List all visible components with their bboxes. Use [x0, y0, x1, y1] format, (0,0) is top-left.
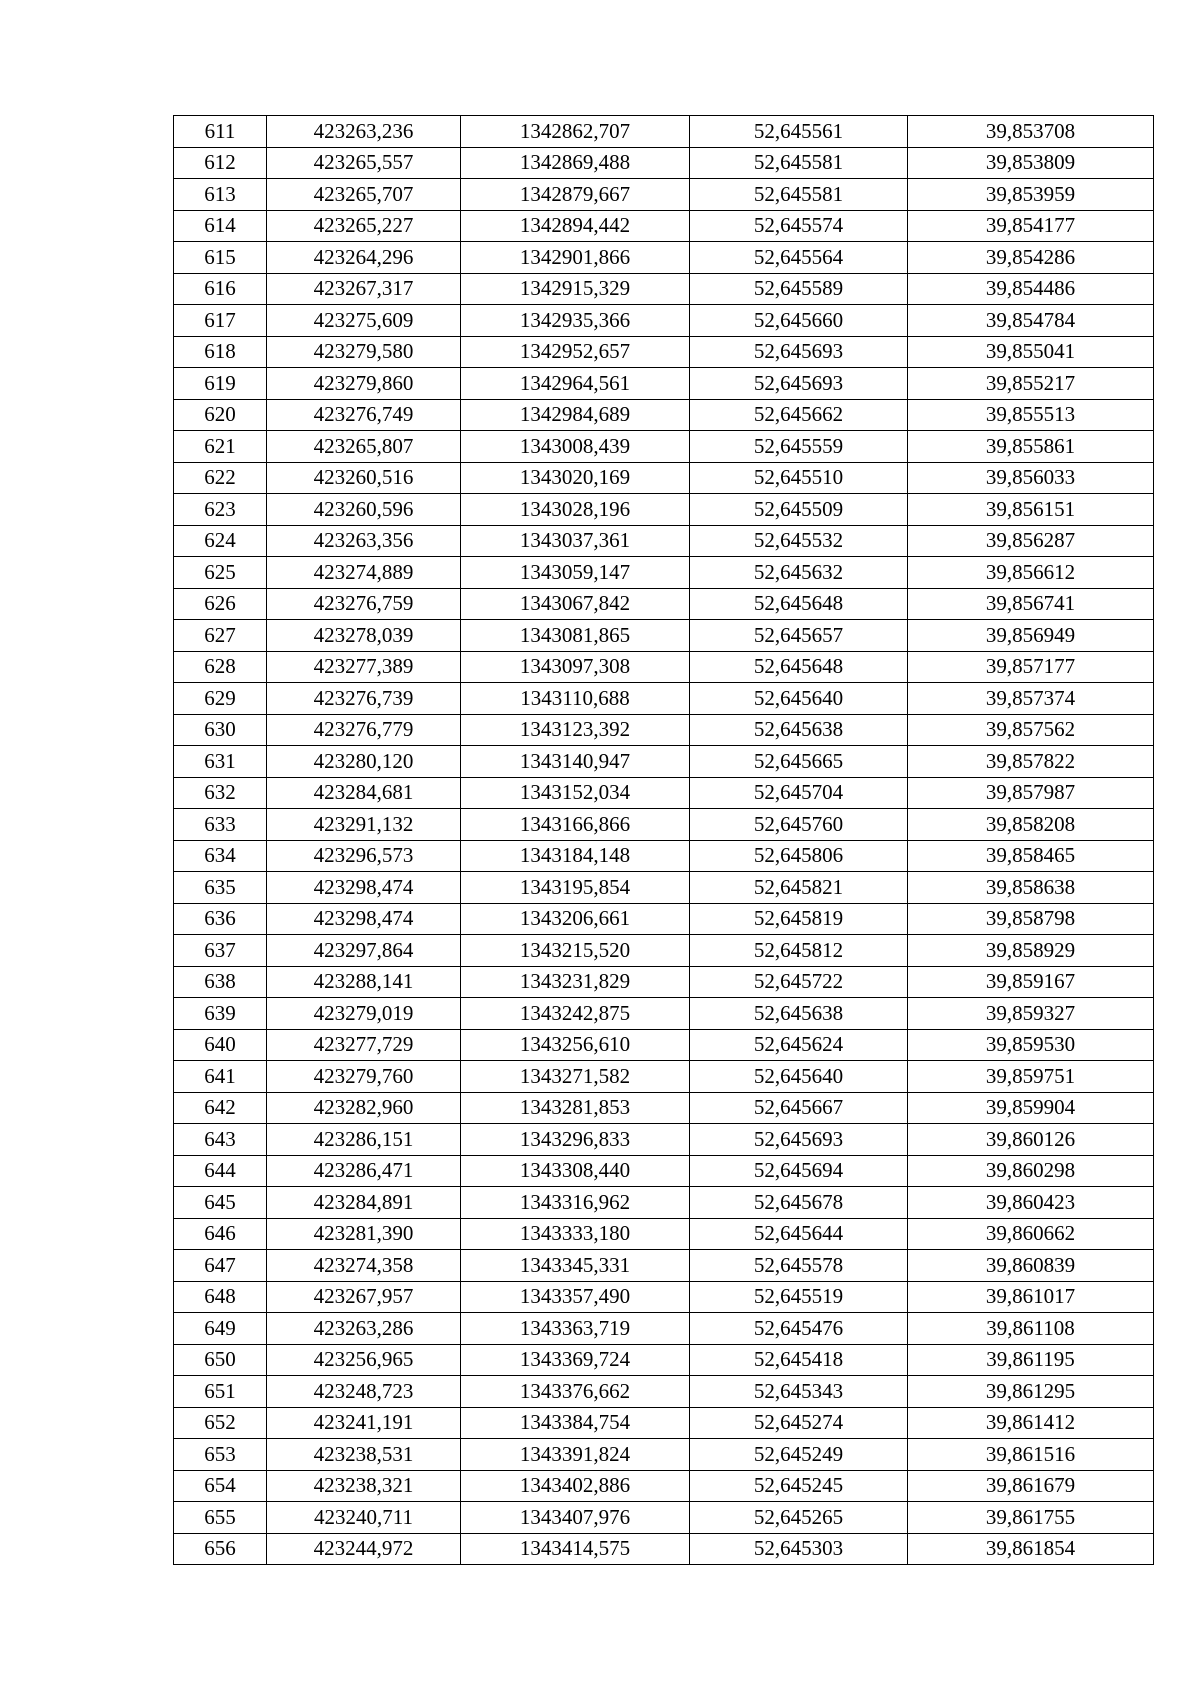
point-number-cell: 636: [174, 903, 267, 935]
latitude-cell: 52,645265: [690, 1502, 908, 1534]
table-row: [174, 557, 1154, 589]
x-coordinate-cell: 423279,019: [267, 998, 461, 1030]
table-row: [174, 210, 1154, 242]
latitude-cell: 52,645657: [690, 620, 908, 652]
latitude-cell: 52,645561: [690, 116, 908, 148]
x-coordinate-cell: 423276,779: [267, 714, 461, 746]
x-coordinate-cell: 423277,729: [267, 1029, 461, 1061]
y-coordinate-cell: 1343345,331: [461, 1250, 690, 1282]
y-coordinate-cell: 1342915,329: [461, 273, 690, 305]
table-row: [174, 746, 1154, 778]
y-coordinate-cell: 1343384,754: [461, 1407, 690, 1439]
x-coordinate-cell: 423298,474: [267, 872, 461, 904]
table-row: [174, 116, 1154, 148]
y-coordinate-cell: 1343357,490: [461, 1281, 690, 1313]
latitude-cell: 52,645693: [690, 1124, 908, 1156]
longitude-cell: 39,861516: [908, 1439, 1154, 1471]
table-row: [174, 1124, 1154, 1156]
point-number-cell: 645: [174, 1187, 267, 1219]
longitude-cell: 39,856151: [908, 494, 1154, 526]
longitude-cell: 39,856612: [908, 557, 1154, 589]
latitude-cell: 52,645704: [690, 777, 908, 809]
table-row: [174, 242, 1154, 274]
table-row: [174, 1061, 1154, 1093]
longitude-cell: 39,859904: [908, 1092, 1154, 1124]
table-row: [174, 1344, 1154, 1376]
x-coordinate-cell: 423265,557: [267, 147, 461, 179]
table-row: [174, 872, 1154, 904]
point-number-cell: 648: [174, 1281, 267, 1313]
point-number-cell: 620: [174, 399, 267, 431]
point-number-cell: 656: [174, 1533, 267, 1565]
coordinates-table: [173, 115, 1154, 1565]
table-row: [174, 1376, 1154, 1408]
x-coordinate-cell: 423276,749: [267, 399, 461, 431]
y-coordinate-cell: 1343123,392: [461, 714, 690, 746]
table-row: [174, 1029, 1154, 1061]
point-number-cell: 632: [174, 777, 267, 809]
y-coordinate-cell: 1343152,034: [461, 777, 690, 809]
point-number-cell: 624: [174, 525, 267, 557]
y-coordinate-cell: 1343008,439: [461, 431, 690, 463]
longitude-cell: 39,853708: [908, 116, 1154, 148]
point-number-cell: 630: [174, 714, 267, 746]
latitude-cell: 52,645476: [690, 1313, 908, 1345]
table-row: [174, 777, 1154, 809]
table-row: [174, 1439, 1154, 1471]
table-row: [174, 147, 1154, 179]
point-number-cell: 652: [174, 1407, 267, 1439]
x-coordinate-cell: 423276,759: [267, 588, 461, 620]
longitude-cell: 39,861679: [908, 1470, 1154, 1502]
x-coordinate-cell: 423267,317: [267, 273, 461, 305]
longitude-cell: 39,860298: [908, 1155, 1154, 1187]
point-number-cell: 612: [174, 147, 267, 179]
longitude-cell: 39,859530: [908, 1029, 1154, 1061]
point-number-cell: 633: [174, 809, 267, 841]
x-coordinate-cell: 423238,531: [267, 1439, 461, 1471]
latitude-cell: 52,645693: [690, 368, 908, 400]
longitude-cell: 39,854286: [908, 242, 1154, 274]
latitude-cell: 52,645819: [690, 903, 908, 935]
y-coordinate-cell: 1343081,865: [461, 620, 690, 652]
x-coordinate-cell: 423241,191: [267, 1407, 461, 1439]
longitude-cell: 39,861412: [908, 1407, 1154, 1439]
table-row: [174, 1502, 1154, 1534]
table-row: [174, 1187, 1154, 1219]
point-number-cell: 615: [174, 242, 267, 274]
y-coordinate-cell: 1343256,610: [461, 1029, 690, 1061]
x-coordinate-cell: 423282,960: [267, 1092, 461, 1124]
y-coordinate-cell: 1342879,667: [461, 179, 690, 211]
longitude-cell: 39,861017: [908, 1281, 1154, 1313]
x-coordinate-cell: 423274,889: [267, 557, 461, 589]
longitude-cell: 39,855041: [908, 336, 1154, 368]
longitude-cell: 39,853809: [908, 147, 1154, 179]
latitude-cell: 52,645640: [690, 683, 908, 715]
latitude-cell: 52,645578: [690, 1250, 908, 1282]
point-number-cell: 616: [174, 273, 267, 305]
table-row: [174, 494, 1154, 526]
latitude-cell: 52,645640: [690, 1061, 908, 1093]
longitude-cell: 39,860126: [908, 1124, 1154, 1156]
x-coordinate-cell: 423244,972: [267, 1533, 461, 1565]
x-coordinate-cell: 423240,711: [267, 1502, 461, 1534]
longitude-cell: 39,857822: [908, 746, 1154, 778]
latitude-cell: 52,645638: [690, 714, 908, 746]
point-number-cell: 614: [174, 210, 267, 242]
table-row: [174, 179, 1154, 211]
latitude-cell: 52,645245: [690, 1470, 908, 1502]
y-coordinate-cell: 1343308,440: [461, 1155, 690, 1187]
table-row: [174, 462, 1154, 494]
point-number-cell: 634: [174, 840, 267, 872]
latitude-cell: 52,645589: [690, 273, 908, 305]
x-coordinate-cell: 423296,573: [267, 840, 461, 872]
coordinates-table-body: [174, 116, 1154, 1565]
latitude-cell: 52,645648: [690, 651, 908, 683]
latitude-cell: 52,645760: [690, 809, 908, 841]
table-row: [174, 651, 1154, 683]
table-row: [174, 588, 1154, 620]
point-number-cell: 655: [174, 1502, 267, 1534]
y-coordinate-cell: 1343020,169: [461, 462, 690, 494]
latitude-cell: 52,645667: [690, 1092, 908, 1124]
point-number-cell: 631: [174, 746, 267, 778]
y-coordinate-cell: 1342964,561: [461, 368, 690, 400]
y-coordinate-cell: 1343414,575: [461, 1533, 690, 1565]
table-row: [174, 714, 1154, 746]
longitude-cell: 39,856033: [908, 462, 1154, 494]
latitude-cell: 52,645624: [690, 1029, 908, 1061]
y-coordinate-cell: 1343369,724: [461, 1344, 690, 1376]
latitude-cell: 52,645678: [690, 1187, 908, 1219]
latitude-cell: 52,645662: [690, 399, 908, 431]
longitude-cell: 39,858465: [908, 840, 1154, 872]
latitude-cell: 52,645509: [690, 494, 908, 526]
table-row: [174, 809, 1154, 841]
latitude-cell: 52,645644: [690, 1218, 908, 1250]
y-coordinate-cell: 1343206,661: [461, 903, 690, 935]
x-coordinate-cell: 423284,891: [267, 1187, 461, 1219]
longitude-cell: 39,855217: [908, 368, 1154, 400]
point-number-cell: 639: [174, 998, 267, 1030]
latitude-cell: 52,645343: [690, 1376, 908, 1408]
table-row: [174, 1470, 1154, 1502]
point-number-cell: 644: [174, 1155, 267, 1187]
y-coordinate-cell: 1343363,719: [461, 1313, 690, 1345]
x-coordinate-cell: 423274,358: [267, 1250, 461, 1282]
latitude-cell: 52,645638: [690, 998, 908, 1030]
y-coordinate-cell: 1343215,520: [461, 935, 690, 967]
x-coordinate-cell: 423256,965: [267, 1344, 461, 1376]
latitude-cell: 52,645632: [690, 557, 908, 589]
table-row: [174, 305, 1154, 337]
x-coordinate-cell: 423286,151: [267, 1124, 461, 1156]
latitude-cell: 52,645648: [690, 588, 908, 620]
y-coordinate-cell: 1343391,824: [461, 1439, 690, 1471]
latitude-cell: 52,645806: [690, 840, 908, 872]
longitude-cell: 39,858798: [908, 903, 1154, 935]
x-coordinate-cell: 423278,039: [267, 620, 461, 652]
point-number-cell: 628: [174, 651, 267, 683]
y-coordinate-cell: 1342952,657: [461, 336, 690, 368]
x-coordinate-cell: 423263,236: [267, 116, 461, 148]
longitude-cell: 39,858638: [908, 872, 1154, 904]
latitude-cell: 52,645581: [690, 179, 908, 211]
point-number-cell: 629: [174, 683, 267, 715]
longitude-cell: 39,858929: [908, 935, 1154, 967]
x-coordinate-cell: 423280,120: [267, 746, 461, 778]
latitude-cell: 52,645274: [690, 1407, 908, 1439]
longitude-cell: 39,861854: [908, 1533, 1154, 1565]
latitude-cell: 52,645418: [690, 1344, 908, 1376]
longitude-cell: 39,861295: [908, 1376, 1154, 1408]
y-coordinate-cell: 1342862,707: [461, 116, 690, 148]
y-coordinate-cell: 1343296,833: [461, 1124, 690, 1156]
y-coordinate-cell: 1342984,689: [461, 399, 690, 431]
longitude-cell: 39,859327: [908, 998, 1154, 1030]
point-number-cell: 635: [174, 872, 267, 904]
x-coordinate-cell: 423279,580: [267, 336, 461, 368]
table-row: [174, 431, 1154, 463]
latitude-cell: 52,645249: [690, 1439, 908, 1471]
longitude-cell: 39,854486: [908, 273, 1154, 305]
y-coordinate-cell: 1343028,196: [461, 494, 690, 526]
latitude-cell: 52,645574: [690, 210, 908, 242]
longitude-cell: 39,860423: [908, 1187, 1154, 1219]
latitude-cell: 52,645510: [690, 462, 908, 494]
longitude-cell: 39,861108: [908, 1313, 1154, 1345]
point-number-cell: 646: [174, 1218, 267, 1250]
table-row: [174, 368, 1154, 400]
longitude-cell: 39,854177: [908, 210, 1154, 242]
longitude-cell: 39,855861: [908, 431, 1154, 463]
table-row: [174, 1250, 1154, 1282]
table-row: [174, 998, 1154, 1030]
point-number-cell: 621: [174, 431, 267, 463]
y-coordinate-cell: 1343037,361: [461, 525, 690, 557]
y-coordinate-cell: 1343333,180: [461, 1218, 690, 1250]
table-row: [174, 966, 1154, 998]
x-coordinate-cell: 423265,227: [267, 210, 461, 242]
x-coordinate-cell: 423265,807: [267, 431, 461, 463]
point-number-cell: 642: [174, 1092, 267, 1124]
y-coordinate-cell: 1343110,688: [461, 683, 690, 715]
point-number-cell: 649: [174, 1313, 267, 1345]
y-coordinate-cell: 1343402,886: [461, 1470, 690, 1502]
y-coordinate-cell: 1343059,147: [461, 557, 690, 589]
point-number-cell: 641: [174, 1061, 267, 1093]
longitude-cell: 39,859751: [908, 1061, 1154, 1093]
point-number-cell: 619: [174, 368, 267, 400]
latitude-cell: 52,645519: [690, 1281, 908, 1313]
table-row: [174, 903, 1154, 935]
point-number-cell: 626: [174, 588, 267, 620]
y-coordinate-cell: 1342901,866: [461, 242, 690, 274]
point-number-cell: 617: [174, 305, 267, 337]
latitude-cell: 52,645660: [690, 305, 908, 337]
longitude-cell: 39,857374: [908, 683, 1154, 715]
point-number-cell: 613: [174, 179, 267, 211]
y-coordinate-cell: 1343184,148: [461, 840, 690, 872]
longitude-cell: 39,860662: [908, 1218, 1154, 1250]
x-coordinate-cell: 423288,141: [267, 966, 461, 998]
y-coordinate-cell: 1343097,308: [461, 651, 690, 683]
x-coordinate-cell: 423275,609: [267, 305, 461, 337]
table-row: [174, 525, 1154, 557]
y-coordinate-cell: 1343407,976: [461, 1502, 690, 1534]
x-coordinate-cell: 423264,296: [267, 242, 461, 274]
table-row: [174, 399, 1154, 431]
table-row: [174, 1533, 1154, 1565]
longitude-cell: 39,854784: [908, 305, 1154, 337]
longitude-cell: 39,861195: [908, 1344, 1154, 1376]
latitude-cell: 52,645694: [690, 1155, 908, 1187]
point-number-cell: 618: [174, 336, 267, 368]
x-coordinate-cell: 423276,739: [267, 683, 461, 715]
x-coordinate-cell: 423265,707: [267, 179, 461, 211]
x-coordinate-cell: 423281,390: [267, 1218, 461, 1250]
longitude-cell: 39,856287: [908, 525, 1154, 557]
x-coordinate-cell: 423286,471: [267, 1155, 461, 1187]
y-coordinate-cell: 1343195,854: [461, 872, 690, 904]
table-row: [174, 336, 1154, 368]
longitude-cell: 39,859167: [908, 966, 1154, 998]
point-number-cell: 622: [174, 462, 267, 494]
x-coordinate-cell: 423260,516: [267, 462, 461, 494]
table-row: [174, 935, 1154, 967]
longitude-cell: 39,860839: [908, 1250, 1154, 1282]
y-coordinate-cell: 1343067,842: [461, 588, 690, 620]
x-coordinate-cell: 423238,321: [267, 1470, 461, 1502]
latitude-cell: 52,645581: [690, 147, 908, 179]
longitude-cell: 39,855513: [908, 399, 1154, 431]
table-row: [174, 683, 1154, 715]
point-number-cell: 654: [174, 1470, 267, 1502]
latitude-cell: 52,645564: [690, 242, 908, 274]
latitude-cell: 52,645722: [690, 966, 908, 998]
y-coordinate-cell: 1343166,866: [461, 809, 690, 841]
x-coordinate-cell: 423279,860: [267, 368, 461, 400]
point-number-cell: 637: [174, 935, 267, 967]
x-coordinate-cell: 423291,132: [267, 809, 461, 841]
x-coordinate-cell: 423260,596: [267, 494, 461, 526]
longitude-cell: 39,857987: [908, 777, 1154, 809]
point-number-cell: 643: [174, 1124, 267, 1156]
x-coordinate-cell: 423263,356: [267, 525, 461, 557]
x-coordinate-cell: 423263,286: [267, 1313, 461, 1345]
y-coordinate-cell: 1343140,947: [461, 746, 690, 778]
y-coordinate-cell: 1343281,853: [461, 1092, 690, 1124]
point-number-cell: 653: [174, 1439, 267, 1471]
longitude-cell: 39,853959: [908, 179, 1154, 211]
y-coordinate-cell: 1342869,488: [461, 147, 690, 179]
latitude-cell: 52,645693: [690, 336, 908, 368]
x-coordinate-cell: 423279,760: [267, 1061, 461, 1093]
table-row: [174, 1281, 1154, 1313]
x-coordinate-cell: 423297,864: [267, 935, 461, 967]
longitude-cell: 39,856741: [908, 588, 1154, 620]
point-number-cell: 647: [174, 1250, 267, 1282]
latitude-cell: 52,645559: [690, 431, 908, 463]
table-row: [174, 840, 1154, 872]
longitude-cell: 39,857177: [908, 651, 1154, 683]
x-coordinate-cell: 423277,389: [267, 651, 461, 683]
y-coordinate-cell: 1343231,829: [461, 966, 690, 998]
latitude-cell: 52,645532: [690, 525, 908, 557]
longitude-cell: 39,857562: [908, 714, 1154, 746]
x-coordinate-cell: 423284,681: [267, 777, 461, 809]
x-coordinate-cell: 423267,957: [267, 1281, 461, 1313]
y-coordinate-cell: 1343271,582: [461, 1061, 690, 1093]
table-row: [174, 620, 1154, 652]
longitude-cell: 39,856949: [908, 620, 1154, 652]
y-coordinate-cell: 1343376,662: [461, 1376, 690, 1408]
x-coordinate-cell: 423298,474: [267, 903, 461, 935]
longitude-cell: 39,861755: [908, 1502, 1154, 1534]
point-number-cell: 638: [174, 966, 267, 998]
latitude-cell: 52,645821: [690, 872, 908, 904]
table-row: [174, 1407, 1154, 1439]
y-coordinate-cell: 1343316,962: [461, 1187, 690, 1219]
latitude-cell: 52,645665: [690, 746, 908, 778]
point-number-cell: 640: [174, 1029, 267, 1061]
point-number-cell: 625: [174, 557, 267, 589]
y-coordinate-cell: 1342894,442: [461, 210, 690, 242]
y-coordinate-cell: 1343242,875: [461, 998, 690, 1030]
longitude-cell: 39,858208: [908, 809, 1154, 841]
point-number-cell: 627: [174, 620, 267, 652]
point-number-cell: 651: [174, 1376, 267, 1408]
latitude-cell: 52,645812: [690, 935, 908, 967]
table-row: [174, 1155, 1154, 1187]
table-row: [174, 273, 1154, 305]
latitude-cell: 52,645303: [690, 1533, 908, 1565]
x-coordinate-cell: 423248,723: [267, 1376, 461, 1408]
point-number-cell: 611: [174, 116, 267, 148]
table-row: [174, 1313, 1154, 1345]
table-row: [174, 1218, 1154, 1250]
table-row: [174, 1092, 1154, 1124]
y-coordinate-cell: 1342935,366: [461, 305, 690, 337]
point-number-cell: 650: [174, 1344, 267, 1376]
point-number-cell: 623: [174, 494, 267, 526]
